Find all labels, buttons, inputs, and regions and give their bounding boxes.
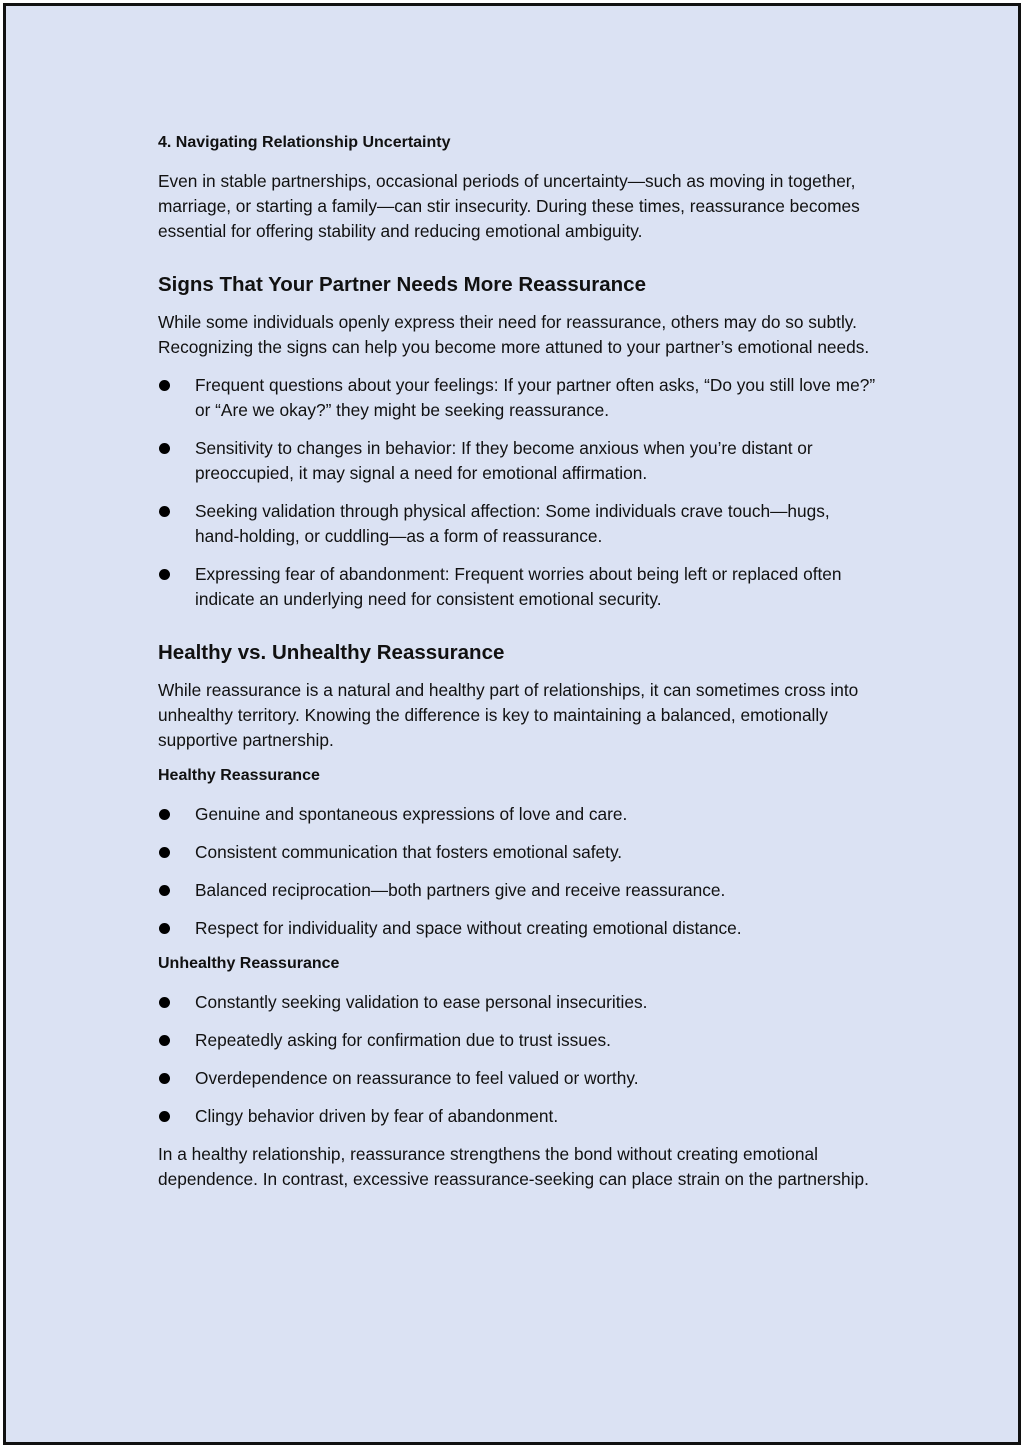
list-item: [158, 1028, 878, 1053]
list-item: [158, 802, 878, 827]
subheading-healthy-reassurance: Healthy Reassurance: [158, 767, 320, 784]
section-heading-navigating-uncertainty: 4. Navigating Relationship Uncertainty: [158, 134, 451, 151]
bullet-icon: [159, 923, 170, 934]
list-item-text: Consistent communication that fosters emotional safety.: [195, 842, 623, 862]
list-item-text: Constantly seeking validation to ease personal insecurities.: [195, 992, 648, 1012]
list-item-text: Sensitivity to changes in behavior: If they become anxious when you’re distant or preoccupied, it may signal a need for emotional affirmation.: [195, 438, 813, 483]
paragraph-healthy-vs-intro: While reassurance is a natural and healthy part of relationships, it can sometimes cross into unhealthy territory. Knowing the difference is key to maintaining a balanced, emotionally supportive partnership.: [158, 680, 859, 750]
healthy-list: [158, 802, 878, 941]
list-item-text: Expressing fear of abandonment: Frequent worries about being left or replaced often indicate an underlying need for consistent emotional security.: [195, 564, 842, 609]
list-item-text: Balanced reciprocation—both partners give and receive reassurance.: [195, 880, 726, 900]
list-item-text: Frequent questions about your feelings: If your partner often asks, “Do you still love me?” or “Are we okay?” they might be seeking reassurance.: [195, 375, 876, 420]
list-item: [158, 878, 878, 903]
list-item: [158, 916, 878, 941]
list-item: [158, 562, 878, 612]
list-item: [158, 373, 878, 423]
paragraph-signs-intro: While some individuals openly express their need for reassurance, others may do so subtly. Recognizing the signs can help you become more attuned to your partner’s emotional needs.: [158, 312, 870, 357]
section-heading-signs: Signs That Your Partner Needs More Reassurance: [158, 273, 646, 296]
bullet-icon: [159, 809, 170, 820]
document-content: [158, 133, 878, 1205]
unhealthy-list: [158, 990, 878, 1129]
bullet-icon: [159, 1035, 170, 1046]
list-item-text: Genuine and spontaneous expressions of love and care.: [195, 804, 628, 824]
bullet-icon: [159, 847, 170, 858]
paragraph-conclusion: In a healthy relationship, reassurance strengthens the bond without creating emotional dependence. In contrast, excessive reassurance-seeking can place strain on the partnership.: [158, 1144, 869, 1189]
signs-list: [158, 373, 878, 612]
paragraph-navigating-uncertainty: Even in stable partnerships, occasional periods of uncertainty—such as moving in together, marriage, or starting a family—can stir insecurity. During these times, reassurance becomes essential for offering stability and reducing emotional ambiguity.: [158, 171, 860, 241]
list-item: [158, 840, 878, 865]
bullet-icon: [159, 380, 170, 391]
bullet-icon: [159, 443, 170, 454]
list-item-text: Repeatedly asking for confirmation due to trust issues.: [195, 1030, 611, 1050]
list-item-text: Respect for individuality and space without creating emotional distance.: [195, 918, 742, 938]
section-heading-healthy-vs-unhealthy: Healthy vs. Unhealthy Reassurance: [158, 641, 505, 664]
list-item: [158, 1104, 878, 1129]
bullet-icon: [159, 1073, 170, 1084]
list-item-text: Seeking validation through physical affection: Some individuals crave touch—hugs, hand-holding, or cuddling—as a form of reassurance.: [195, 501, 830, 546]
list-item: [158, 1066, 878, 1091]
list-item: [158, 990, 878, 1015]
bullet-icon: [159, 885, 170, 896]
subheading-unhealthy-reassurance: Unhealthy Reassurance: [158, 955, 340, 972]
bullet-icon: [159, 506, 170, 517]
bullet-icon: [159, 569, 170, 580]
list-item: [158, 436, 878, 486]
document-page: [3, 3, 1021, 1445]
bullet-icon: [159, 1111, 170, 1122]
list-item: [158, 499, 878, 549]
bullet-icon: [159, 997, 170, 1008]
list-item-text: Overdependence on reassurance to feel valued or worthy.: [195, 1068, 639, 1088]
list-item-text: Clingy behavior driven by fear of abandonment.: [195, 1106, 559, 1126]
